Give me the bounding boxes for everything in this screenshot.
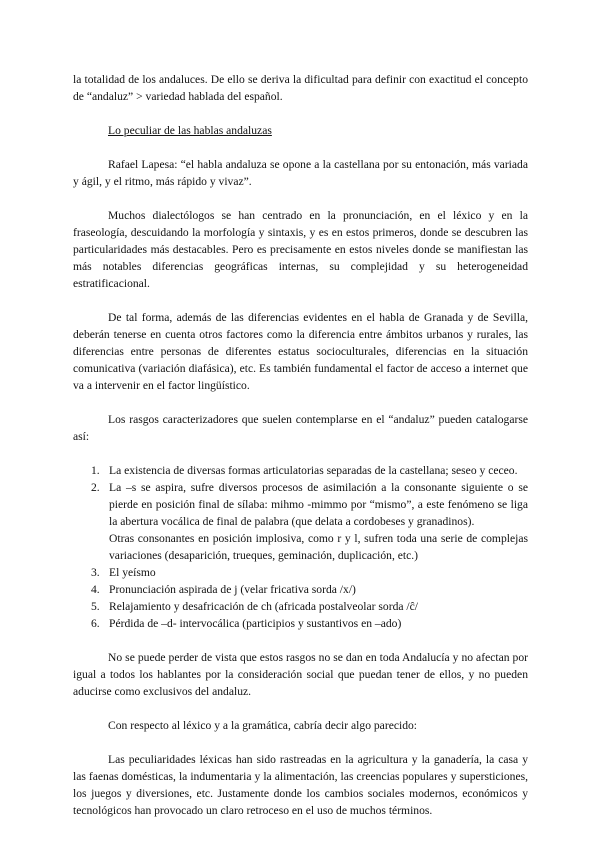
features-list <box>73 462 528 632</box>
paragraph-perder: No se puede perder de vista que estos rasgos no se dan en toda Andalucía y no afectan por igual a todos los hablantes por la consideración social que puedan tener de ellos, y no pueden aducirse como exclusivos del andaluz. <box>73 651 528 698</box>
paragraph-rasgos: Los rasgos caracterizadores que suelen contemplarse en el “andaluz” pueden catalogarse así: <box>73 413 528 443</box>
list-item <box>73 462 528 479</box>
list-item-text: El yeísmo <box>109 566 156 579</box>
document-page <box>73 71 528 819</box>
paragraph-intro: la totalidad de los andaluces. De ello se deriva la dificultad para definir con exactitud el concepto de “andaluz” > variedad hablada del español. <box>73 73 528 103</box>
list-number: 5. <box>91 600 100 613</box>
list-item-continuation: Otras consonantes en posición implosiva, como r y l, sufren toda una serie de complejas variaciones (desaparición, trueques, geminación, duplicación, etc.) <box>109 532 528 562</box>
list-item <box>73 615 528 632</box>
list-item-text: La –s se aspira, sufre diversos procesos de asimilación a la consonante siguiente o se pierde en posición final de sílaba: mihmo -mimmo por “mismo”, a este fenómeno se liga la abertura vocálica de final de palabra (que delata a cordobeses y granadinos). <box>109 481 528 528</box>
list-item <box>73 564 528 581</box>
list-item-text: Pronunciación aspirada de j (velar fricativa sorda /x/) <box>109 583 356 596</box>
list-item-text: Pérdida de –d- intervocálica (participios y sustantivos en –ado) <box>109 617 402 630</box>
list-item <box>73 581 528 598</box>
paragraph-lexico: Con respecto al léxico y a la gramática, cabría decir algo parecido: <box>108 719 418 732</box>
list-number: 1. <box>91 464 100 477</box>
section-heading: Lo peculiar de las hablas andaluzas <box>108 124 272 137</box>
paragraph-peculiaridades: Las peculiaridades léxicas han sido rastreadas en la agricultura y la ganadería, la casa y las faenas domésticas, la indumentaria y la alimentación, las creencias populares y supersticiones, los juegos y diversiones, etc. Justamente donde los cambios sociales modernos, económicos y tecnológicos han provocado un claro retroceso en el uso de muchos términos. <box>73 753 528 817</box>
paragraph-lapesa: Rafael Lapesa: “el habla andaluza se opone a la castellana por su entonación, más variada y ágil, y el ritmo, más rápido y vivaz”. <box>73 158 528 188</box>
list-item <box>73 479 528 564</box>
list-number: 6. <box>91 617 100 630</box>
paragraph-forma: De tal forma, además de las diferencias evidentes en el habla de Granada y de Sevilla, deberán tenerse en cuenta otros factores como la diferencia entre ámbitos urbanos y rurales, las diferencias entre personas de diferentes estatus socioculturales, diferencias en la situación comunicativa (variación diafásica), etc. Es también fundamental el factor de acceso a internet que va a intervenir en el factor lingüístico. <box>73 311 528 392</box>
list-number: 2. <box>91 481 100 494</box>
list-item <box>73 598 528 615</box>
list-number: 3. <box>91 566 100 579</box>
list-item-text: Relajamiento y desafricación de ch (africada postalveolar sorda /ĉ/ <box>109 600 419 613</box>
list-number: 4. <box>91 583 100 596</box>
list-item-text: La existencia de diversas formas articulatorias separadas de la castellana; seseo y ceceo. <box>109 464 518 477</box>
paragraph-dialectologos: Muchos dialectólogos se han centrado en la pronunciación, en el léxico y en la fraseología, descuidando la morfología y sintaxis, y es en estos primeros, donde se descubren las particularidades más destacables. Pero es precisamente en estos niveles donde se manifiestan las más notables diferencias geográficas internas, su complejidad y su heterogeneidad estratificacional. <box>73 209 528 290</box>
